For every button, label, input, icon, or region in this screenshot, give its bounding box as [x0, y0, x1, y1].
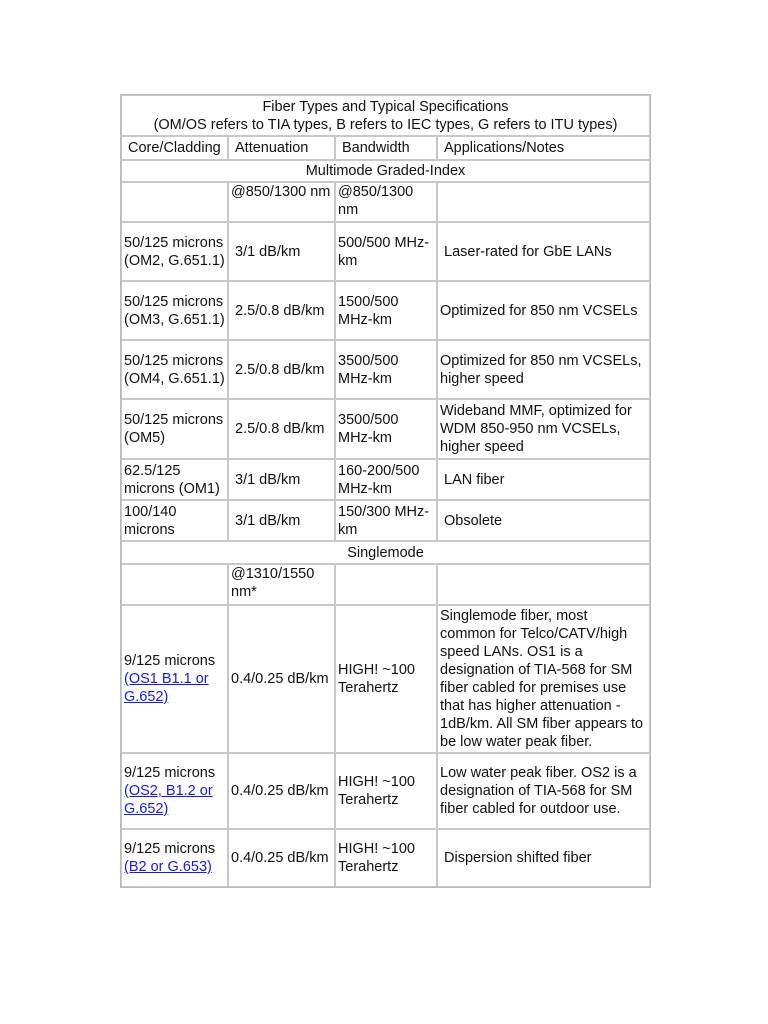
core-cladding-cell: 50/125 microns (OM5) — [121, 399, 228, 459]
empty-cell — [437, 564, 650, 605]
core-cladding-cell: 9/125 microns (OS1 B1.1 or G.652) — [121, 605, 228, 753]
core-cladding-cell: 62.5/125 microns (OM1) — [121, 459, 228, 500]
core-cladding-cell: 9/125 microns (B2 or G.653) — [121, 829, 228, 887]
mm-atten-wavelength: @850/1300 nm — [228, 182, 335, 222]
section-multimode: Multimode Graded-Index — [121, 160, 650, 182]
attenuation-cell: 3/1 dB/km — [228, 459, 335, 500]
standard-link[interactable]: (OS2, B1.2 or G.652) — [124, 783, 213, 817]
empty-cell — [437, 182, 650, 222]
core-cladding-cell: 50/125 microns (OM3, G.651.1) — [121, 281, 228, 340]
empty-cell — [121, 182, 228, 222]
attenuation-cell: 3/1 dB/km — [228, 500, 335, 541]
bandwidth-cell: HIGH! ~100 Terahertz — [335, 753, 437, 829]
notes-cell: Optimized for 850 nm VCSELs, higher speed — [437, 340, 650, 399]
attenuation-cell: 2.5/0.8 dB/km — [228, 399, 335, 459]
header-bandwidth: Bandwidth — [335, 136, 437, 160]
table-row — [121, 340, 650, 399]
bandwidth-cell: 1500/500 MHz-km — [335, 281, 437, 340]
standard-link[interactable]: (OS1 B1.1 or G.652) — [124, 671, 209, 705]
attenuation-cell: 2.5/0.8 dB/km — [228, 340, 335, 399]
attenuation-cell: 0.4/0.25 dB/km — [228, 829, 335, 887]
header-notes: Applications/Notes — [437, 136, 650, 160]
core-cladding-cell: 50/125 microns (OM4, G.651.1) — [121, 340, 228, 399]
table-row — [121, 829, 650, 887]
core-cladding-cell: 50/125 microns (OM2, G.651.1) — [121, 222, 228, 281]
notes-cell: Wideband MMF, optimized for WDM 850-950 nm VCSELs, higher speed — [437, 399, 650, 459]
notes-cell: Singlemode fiber, most common for Telco/CATV/high speed LANs. OS1 is a designation of TIA-568 for SM fiber cabled for premises use that has higher attenuation - 1dB/km. All SM fiber appears to be low water peak fiber. — [437, 605, 650, 753]
bandwidth-cell: 500/500 MHz-km — [335, 222, 437, 281]
notes-cell: Dispersion shifted fiber — [437, 829, 650, 887]
fiber-spec-table — [120, 94, 651, 888]
bandwidth-cell: 3500/500 MHz-km — [335, 340, 437, 399]
notes-cell: Low water peak fiber. OS2 is a designation of TIA-568 for SM fiber cabled for outdoor use. — [437, 753, 650, 829]
mm-bw-wavelength: @850/1300 nm — [335, 182, 437, 222]
section-singlemode: Singlemode — [121, 541, 650, 564]
wavelength-row — [121, 182, 650, 222]
header-attenuation: Attenuation — [228, 136, 335, 160]
header-core: Core/Cladding — [121, 136, 228, 160]
core-cladding-cell: 100/140 microns — [121, 500, 228, 541]
table-row — [121, 605, 650, 753]
core-cladding-cell: 9/125 microns (OS2, B1.2 or G.652) — [121, 753, 228, 829]
standard-link[interactable]: (B2 or G.653) — [124, 859, 212, 875]
table-row — [121, 753, 650, 829]
title-row — [121, 95, 650, 136]
table-title — [121, 95, 650, 136]
title-line-1: Fiber Types and Typical Specifications — [262, 98, 509, 115]
empty-cell — [121, 564, 228, 605]
attenuation-cell: 3/1 dB/km — [228, 222, 335, 281]
wavelength-row — [121, 564, 650, 605]
bandwidth-cell: 3500/500 MHz-km — [335, 399, 437, 459]
table-row — [121, 500, 650, 541]
table-row — [121, 399, 650, 459]
bandwidth-cell: 150/300 MHz-km — [335, 500, 437, 541]
title-line-2: (OM/OS refers to TIA types, B refers to IEC types, G refers to ITU types) — [153, 116, 618, 133]
notes-cell: Obsolete — [437, 500, 650, 541]
attenuation-cell: 2.5/0.8 dB/km — [228, 281, 335, 340]
table-row — [121, 281, 650, 340]
notes-cell: Optimized for 850 nm VCSELs — [437, 281, 650, 340]
attenuation-cell: 0.4/0.25 dB/km — [228, 753, 335, 829]
table-row — [121, 222, 650, 281]
bandwidth-cell: 160-200/500 MHz-km — [335, 459, 437, 500]
empty-cell — [335, 564, 437, 605]
section-row — [121, 541, 650, 564]
notes-cell: Laser-rated for GbE LANs — [437, 222, 650, 281]
sm-atten-wavelength: @1310/1550 nm* — [228, 564, 335, 605]
section-row — [121, 160, 650, 182]
notes-cell: LAN fiber — [437, 459, 650, 500]
bandwidth-cell: HIGH! ~100 Terahertz — [335, 605, 437, 753]
header-row — [121, 136, 650, 160]
bandwidth-cell: HIGH! ~100 Terahertz — [335, 829, 437, 887]
attenuation-cell: 0.4/0.25 dB/km — [228, 605, 335, 753]
table-row — [121, 459, 650, 500]
